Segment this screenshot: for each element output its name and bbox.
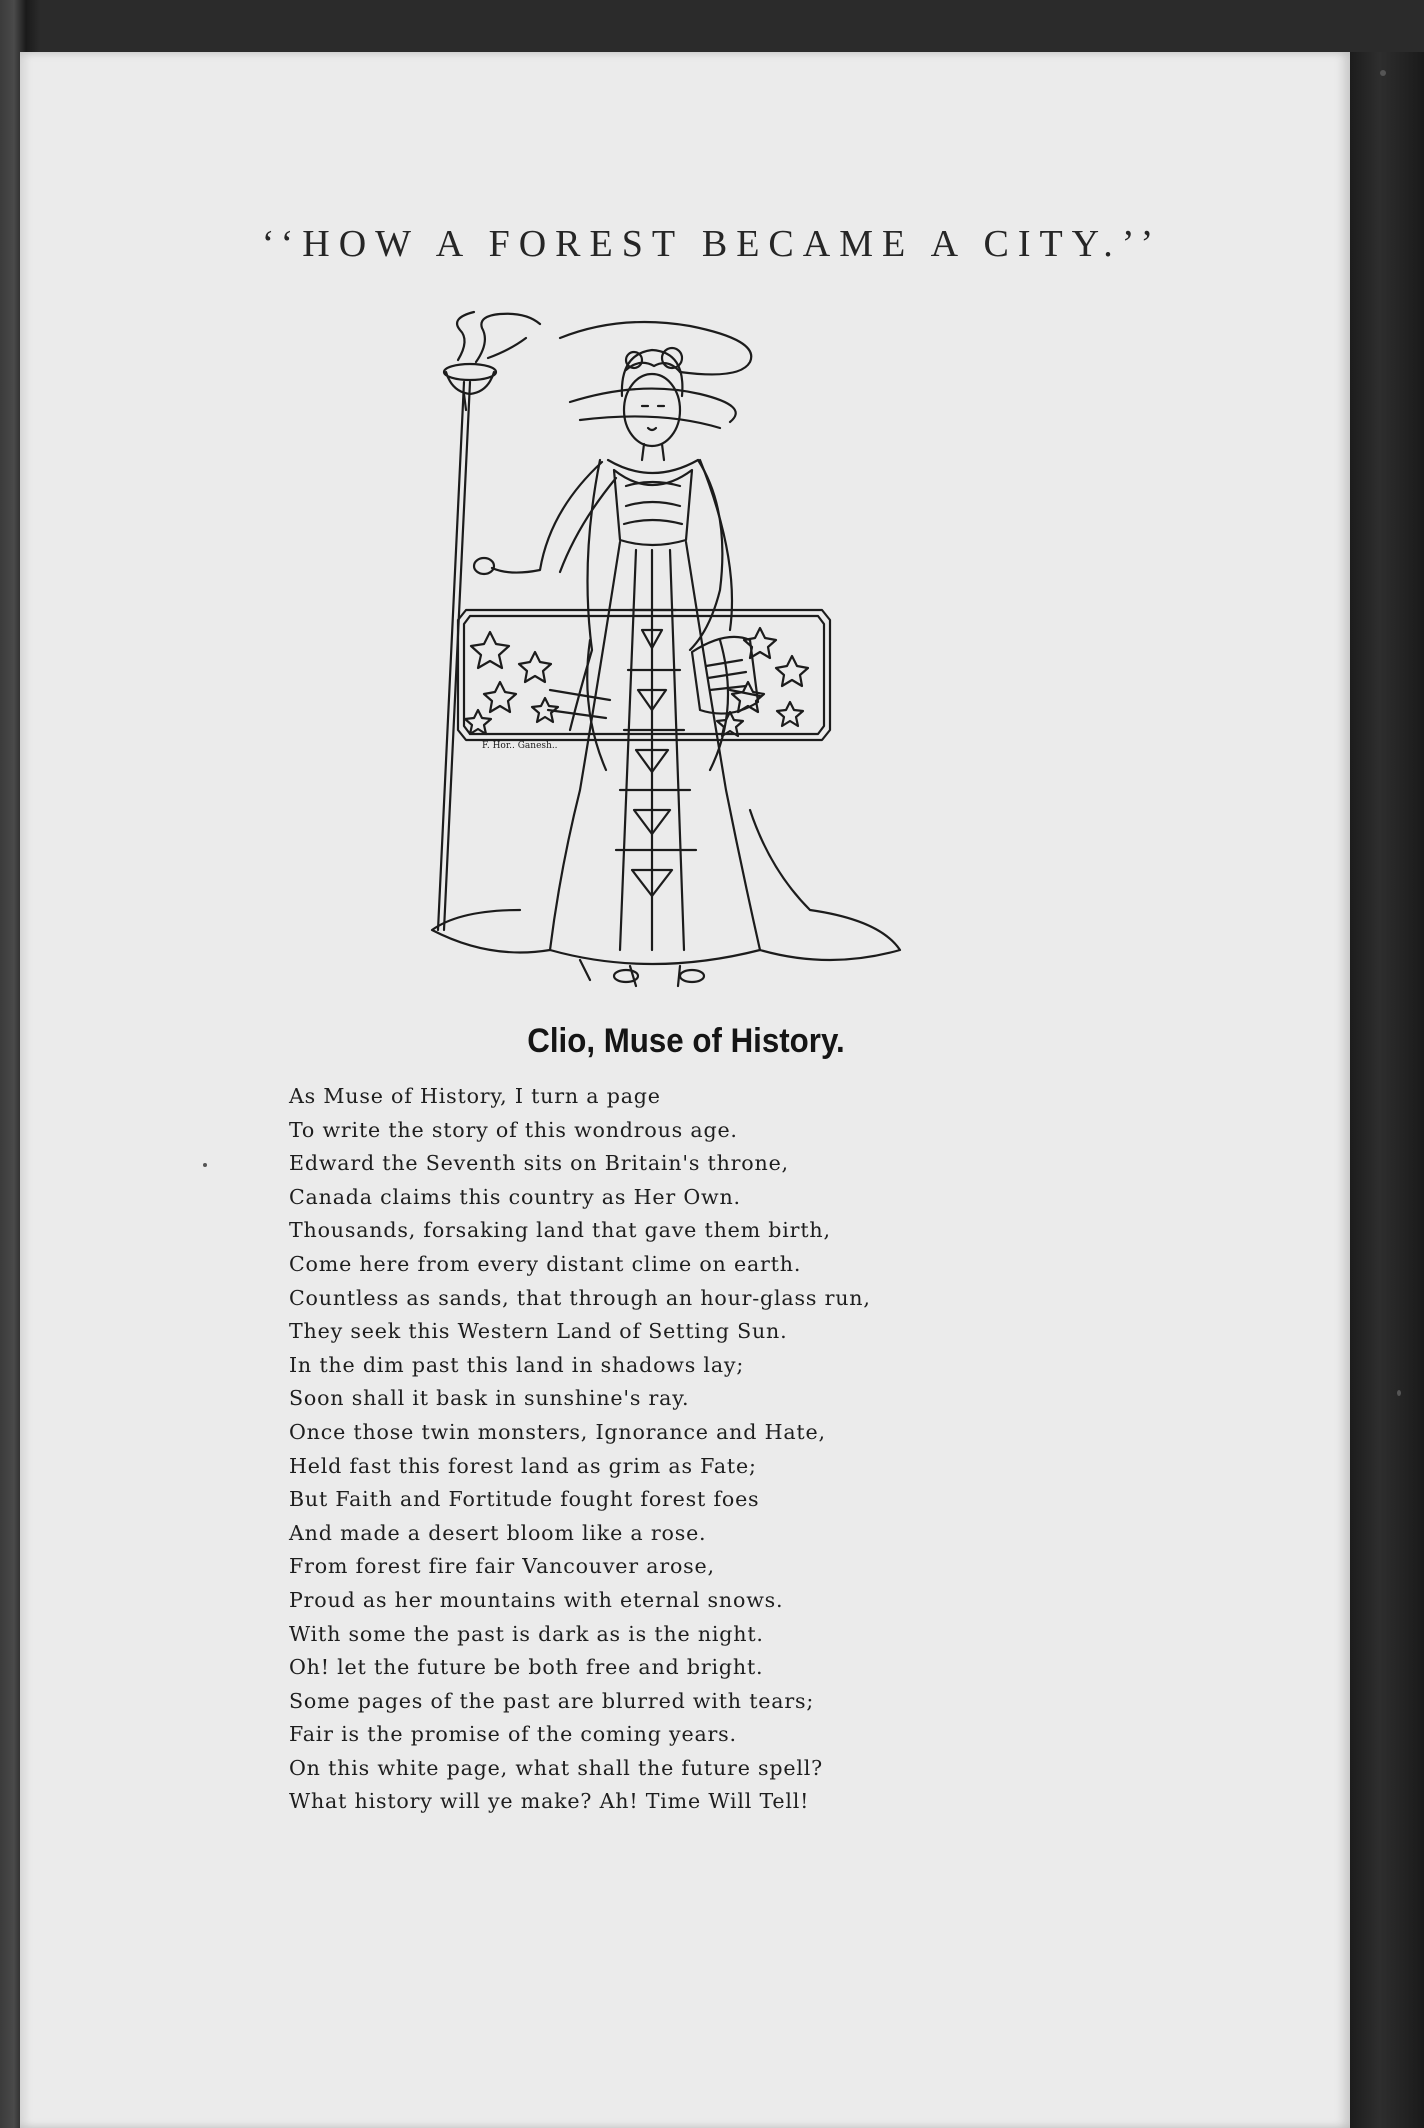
poem-body [289, 1080, 1049, 1819]
page-edge-shadow [1350, 52, 1424, 2128]
poem-line: Edward the Seventh sits on Britain's throne, [289, 1151, 789, 1176]
poem-title: Clio, Muse of History. [527, 1022, 845, 1060]
poem-line: Once those twin monsters, Ignorance and Hate, [289, 1419, 826, 1444]
poem-line: Fair is the promise of the coming years. [289, 1722, 737, 1747]
poem-line: In the dim past this land in shadows lay; [289, 1352, 745, 1377]
poem-line: Canada claims this country as Her Own. [289, 1184, 741, 1209]
poem-line: Countless as sands, that through an hour-glass run, [289, 1285, 871, 1310]
poem-line: Proud as her mountains with eternal snows. [289, 1587, 784, 1612]
poem-line: As Muse of History, I turn a page [289, 1084, 661, 1108]
scan-speck [1380, 70, 1386, 76]
poem-line: They seek this Western Land of Setting Sun. [289, 1319, 788, 1344]
poem-line: Soon shall it bask in sunshine's ray. [289, 1386, 690, 1411]
poem-line: Come here from every distant clime on earth. [289, 1251, 802, 1276]
poem-line: Oh! let the future be both free and bright. [289, 1655, 764, 1680]
poem-line: With some the past is dark as is the night. [289, 1621, 764, 1646]
poem-line: Held fast this forest land as grim as Fate; [289, 1453, 757, 1478]
poem-line: But Faith and Fortitude fought forest foes [289, 1487, 760, 1512]
clio-muse-illustration [430, 310, 930, 990]
poem-line: From forest fire fair Vancouver arose, [289, 1554, 715, 1579]
poem-line: Thousands, forsaking land that gave them birth, [289, 1218, 831, 1243]
scan-speck [1397, 1390, 1401, 1396]
poem-line: What history will ye make? Ah! Time Will Tell! [289, 1789, 810, 1814]
poem-line: On this white page, what shall the future spell? [289, 1755, 823, 1780]
poem-line: And made a desert bloom like a rose. [289, 1520, 707, 1545]
poem-line: To write the story of this wondrous age. [289, 1117, 738, 1142]
poem-line: Some pages of the past are blurred with tears; [289, 1688, 815, 1713]
illustration-signature: F. Hor.. Ganesh.. [482, 741, 558, 751]
scan-speck [203, 1163, 207, 1167]
page-heading: ‘‘HOW A FOREST BECAME A CITY.’’ [261, 223, 1163, 265]
